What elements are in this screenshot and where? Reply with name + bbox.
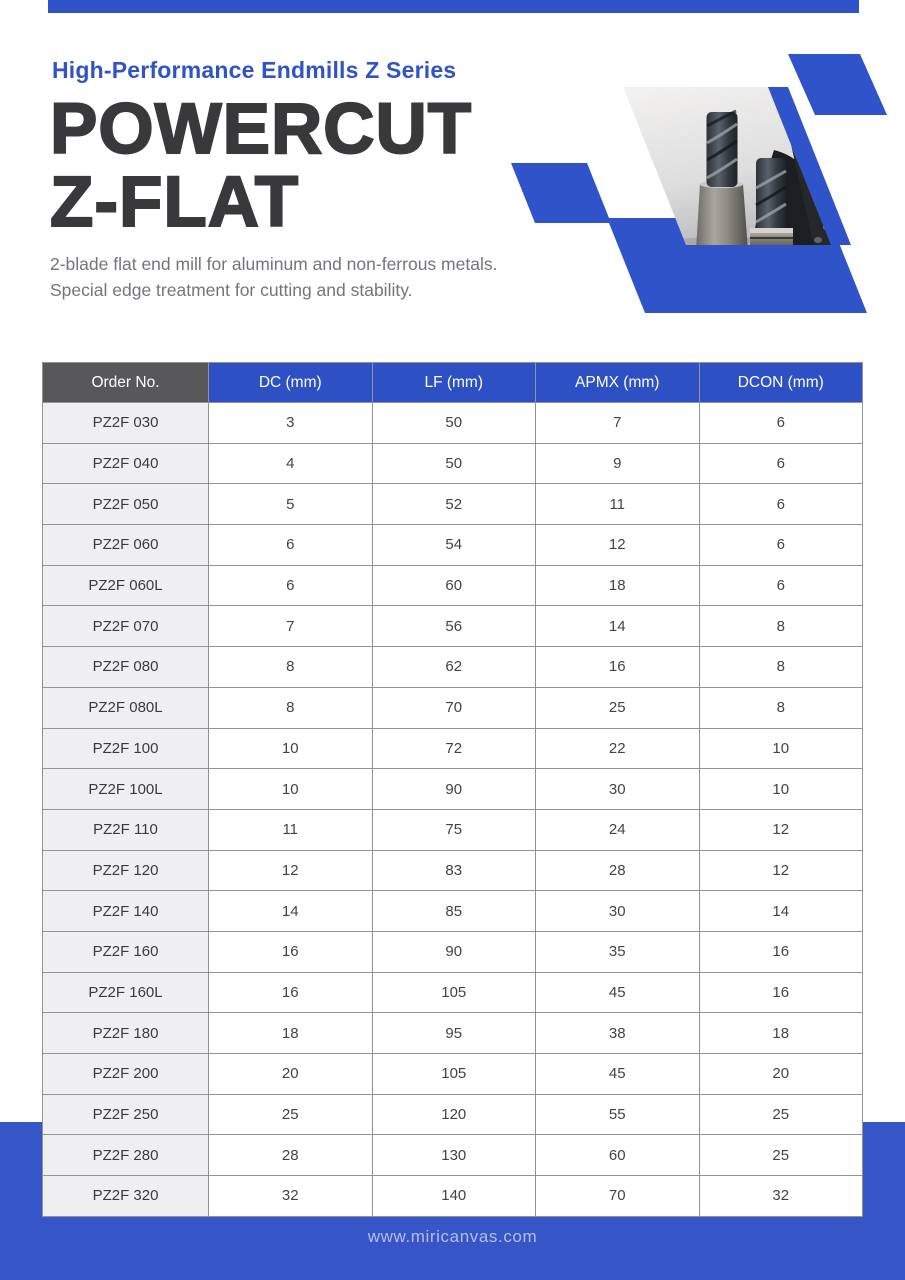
spec-value-cell: 8: [209, 647, 373, 688]
order-no-cell: PZ2F 110: [43, 809, 209, 850]
spec-value-cell: 14: [209, 891, 373, 932]
spec-value-cell: 35: [536, 931, 700, 972]
spec-value-cell: 28: [209, 1135, 373, 1176]
spec-value-cell: 11: [209, 809, 373, 850]
spec-value-cell: 14: [536, 606, 700, 647]
spec-col-header: DC (mm): [209, 363, 373, 403]
spec-value-cell: 54: [372, 525, 536, 566]
spec-value-cell: 18: [209, 1013, 373, 1054]
description-line-1: 2-blade flat end mill for aluminum and non-ferrous metals.: [50, 254, 498, 274]
spec-value-cell: 16: [209, 972, 373, 1013]
order-no-cell: PZ2F 320: [43, 1176, 209, 1217]
decor-parallelogram-left: [511, 163, 611, 223]
product-title: [50, 90, 473, 242]
spec-value-cell: 52: [372, 484, 536, 525]
table-row: [43, 484, 863, 525]
spec-value-cell: 10: [699, 728, 863, 769]
table-row: [43, 728, 863, 769]
table-row: [43, 1176, 863, 1217]
spec-table: [42, 362, 863, 1217]
title-line-1: POWERCUT: [50, 90, 473, 169]
decor-parallelogram-topright: [788, 54, 887, 115]
spec-value-cell: 11: [536, 484, 700, 525]
spec-value-cell: 45: [536, 1054, 700, 1095]
spec-value-cell: 72: [372, 728, 536, 769]
hero-graphic-svg: [480, 40, 905, 320]
order-no-cell: PZ2F 180: [43, 1013, 209, 1054]
spec-value-cell: 20: [209, 1054, 373, 1095]
series-subtitle: High-Performance Endmills Z Series: [52, 57, 457, 83]
spec-col-header: DCON (mm): [699, 363, 863, 403]
spec-value-cell: 60: [536, 1135, 700, 1176]
spec-value-cell: 4: [209, 443, 373, 484]
spec-value-cell: 9: [536, 443, 700, 484]
spec-value-cell: 6: [699, 525, 863, 566]
spec-value-cell: 105: [372, 972, 536, 1013]
spec-value-cell: 70: [372, 687, 536, 728]
table-row: [43, 647, 863, 688]
spec-value-cell: 7: [209, 606, 373, 647]
spec-value-cell: 12: [699, 850, 863, 891]
table-row: [43, 1054, 863, 1095]
top-accent-bar: [48, 0, 859, 13]
order-no-cell: PZ2F 160L: [43, 972, 209, 1013]
table-row: [43, 769, 863, 810]
order-no-cell: PZ2F 100: [43, 728, 209, 769]
spec-value-cell: 14: [699, 891, 863, 932]
order-no-cell: PZ2F 040: [43, 443, 209, 484]
table-row: [43, 972, 863, 1013]
spec-value-cell: 6: [209, 525, 373, 566]
spec-value-cell: 6: [699, 443, 863, 484]
order-no-cell: PZ2F 250: [43, 1094, 209, 1135]
table-row: [43, 1094, 863, 1135]
spec-value-cell: 70: [536, 1176, 700, 1217]
spec-value-cell: 25: [536, 687, 700, 728]
table-row: [43, 443, 863, 484]
spec-value-cell: 10: [209, 769, 373, 810]
table-row: [43, 850, 863, 891]
spec-value-cell: 45: [536, 972, 700, 1013]
spec-value-cell: 8: [699, 647, 863, 688]
spec-value-cell: 83: [372, 850, 536, 891]
table-row: [43, 809, 863, 850]
spec-value-cell: 12: [209, 850, 373, 891]
spec-value-cell: 30: [536, 891, 700, 932]
spec-value-cell: 6: [699, 484, 863, 525]
order-col-header: Order No.: [43, 363, 209, 403]
title-line-2: Z-FLAT: [50, 163, 300, 242]
table-row: [43, 525, 863, 566]
order-no-cell: PZ2F 160: [43, 931, 209, 972]
order-no-cell: PZ2F 050: [43, 484, 209, 525]
spec-value-cell: 7: [536, 403, 700, 444]
spec-value-cell: 22: [536, 728, 700, 769]
table-row: [43, 687, 863, 728]
order-no-cell: PZ2F 060: [43, 525, 209, 566]
spec-value-cell: 90: [372, 769, 536, 810]
product-description: [50, 252, 497, 303]
spec-value-cell: 18: [536, 565, 700, 606]
order-no-cell: PZ2F 080: [43, 647, 209, 688]
table-row: [43, 606, 863, 647]
spec-value-cell: 95: [372, 1013, 536, 1054]
order-no-cell: PZ2F 060L: [43, 565, 209, 606]
spec-value-cell: 6: [699, 403, 863, 444]
spec-value-cell: 25: [699, 1094, 863, 1135]
spec-value-cell: 62: [372, 647, 536, 688]
order-no-cell: PZ2F 140: [43, 891, 209, 932]
order-no-cell: PZ2F 100L: [43, 769, 209, 810]
spec-value-cell: 60: [372, 565, 536, 606]
spec-value-cell: 16: [209, 931, 373, 972]
spec-value-cell: 16: [699, 931, 863, 972]
order-no-cell: PZ2F 070: [43, 606, 209, 647]
order-no-cell: PZ2F 280: [43, 1135, 209, 1176]
spec-value-cell: 3: [209, 403, 373, 444]
spec-value-cell: 56: [372, 606, 536, 647]
table-row: [43, 1013, 863, 1054]
spec-value-cell: 105: [372, 1054, 536, 1095]
spec-value-cell: 12: [699, 809, 863, 850]
spec-col-header: LF (mm): [372, 363, 536, 403]
table-row: [43, 565, 863, 606]
spec-value-cell: 8: [699, 606, 863, 647]
spec-value-cell: 16: [536, 647, 700, 688]
spec-value-cell: 50: [372, 443, 536, 484]
order-no-cell: PZ2F 080L: [43, 687, 209, 728]
spec-value-cell: 25: [209, 1094, 373, 1135]
spec-value-cell: 32: [209, 1176, 373, 1217]
spec-col-header: APMX (mm): [536, 363, 700, 403]
spec-value-cell: 130: [372, 1135, 536, 1176]
spec-value-cell: 25: [699, 1135, 863, 1176]
spec-value-cell: 8: [699, 687, 863, 728]
spec-value-cell: 28: [536, 850, 700, 891]
hero-graphic: [480, 40, 905, 320]
spec-value-cell: 55: [536, 1094, 700, 1135]
spec-value-cell: 16: [699, 972, 863, 1013]
spec-value-cell: 85: [372, 891, 536, 932]
spec-value-cell: 32: [699, 1176, 863, 1217]
spec-value-cell: 50: [372, 403, 536, 444]
spec-value-cell: 30: [536, 769, 700, 810]
spec-value-cell: 20: [699, 1054, 863, 1095]
spec-value-cell: 75: [372, 809, 536, 850]
table-row: [43, 1135, 863, 1176]
spec-value-cell: 8: [209, 687, 373, 728]
spec-value-cell: 5: [209, 484, 373, 525]
spec-value-cell: 24: [536, 809, 700, 850]
order-no-cell: PZ2F 200: [43, 1054, 209, 1095]
website-link[interactable]: www.miricanvas.com: [367, 1227, 538, 1246]
spec-value-cell: 10: [209, 728, 373, 769]
spec-value-cell: 10: [699, 769, 863, 810]
order-no-cell: PZ2F 120: [43, 850, 209, 891]
table-row: [43, 403, 863, 444]
table-header-row: [43, 363, 863, 403]
description-line-2: Special edge treatment for cutting and stability.: [50, 279, 413, 300]
spec-value-cell: 18: [699, 1013, 863, 1054]
spec-value-cell: 6: [209, 565, 373, 606]
spec-value-cell: 90: [372, 931, 536, 972]
spec-value-cell: 6: [699, 565, 863, 606]
spec-value-cell: 38: [536, 1013, 700, 1054]
table-row: [43, 891, 863, 932]
table-row: [43, 931, 863, 972]
spec-value-cell: 120: [372, 1094, 536, 1135]
spec-value-cell: 140: [372, 1176, 536, 1217]
spec-value-cell: 12: [536, 525, 700, 566]
order-no-cell: PZ2F 030: [43, 403, 209, 444]
